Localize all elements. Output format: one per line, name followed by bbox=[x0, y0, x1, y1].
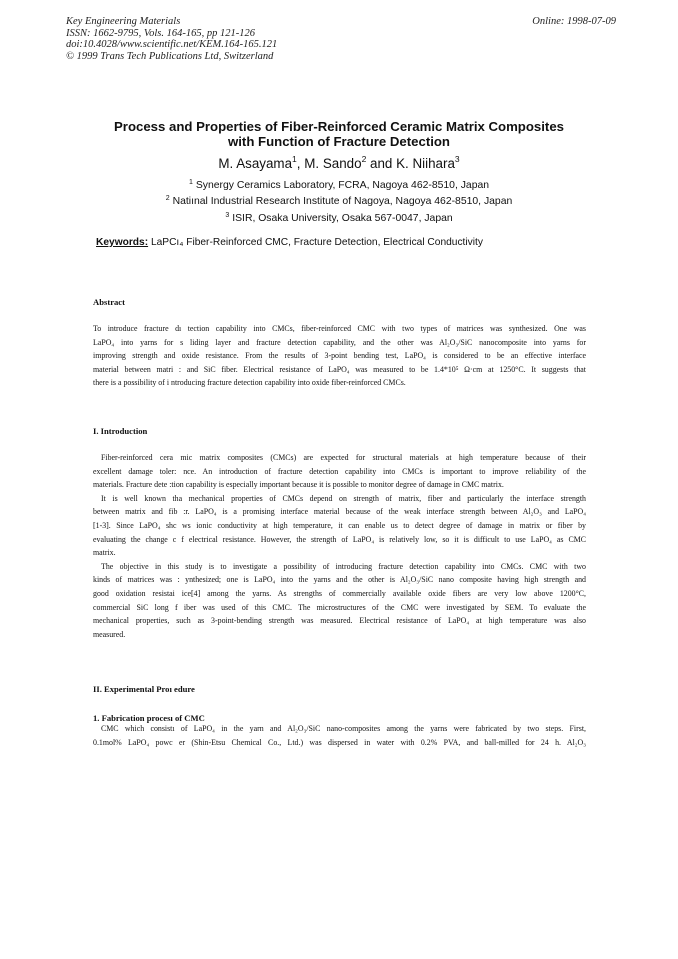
affiliation-number: 3 bbox=[225, 212, 230, 219]
text-line: matrix. bbox=[93, 548, 116, 558]
text-line: Fiber-reinforced cera mic matrix composites (CMCs) are expected for structural materials at high temperature because of their bbox=[101, 453, 586, 462]
affiliation-number: 2 bbox=[165, 195, 170, 202]
affiliation-number: 1 bbox=[188, 179, 193, 186]
subsection-heading: 1. Fabrication procesı of CMC bbox=[93, 713, 205, 723]
abstract-body bbox=[93, 322, 586, 390]
introduction-heading: I. Introduction bbox=[93, 426, 148, 436]
text-line: improving strength and oxide resistance. From the results of 3-point bending test, LaPO₄ is considered to be an effective interface bbox=[93, 351, 586, 361]
keywords-label: Keywords: bbox=[96, 237, 149, 248]
text-line: good oxidation resistai ice[4] among the yarns. As strengths of commercially available oxide fibers are very low above 1200°C, bbox=[93, 588, 586, 598]
paper-title bbox=[80, 119, 598, 149]
online-date: Online: 1998-07-09 bbox=[532, 16, 616, 27]
abstract-heading: Abstract bbox=[93, 297, 125, 307]
text-line: kinds of matrices was : ynthesized; one is LaPO₄ into the yarns and the other is Al₂O₃/SiC nano composite having high strength and bbox=[93, 575, 586, 585]
author-affil-mark: 3 bbox=[454, 154, 460, 164]
journal-doi: doi:10.4028/www.scientific.net/KEM.164-165.121 bbox=[66, 39, 278, 50]
journal-issn: ISSN: 1662-9795, Vols. 164-165, pp 121-126 bbox=[66, 27, 255, 39]
text-line: materials. Fracture dete :tion capability is especially important because it is possible to monitor degree of damage in CMC matrix. bbox=[93, 480, 504, 490]
text-line: between matrix and fib :r. LaPO₄ is a promising interface material because of the weak interface strength between Al₂O₃ and LaPO₄ bbox=[93, 507, 586, 517]
text-line: material between matri : and SiC fiber. Electrical resistance of LaPO₄ was measured to be 1.4*10⁵ Ω·cm at 1250°C. It suggests that bbox=[93, 364, 586, 374]
text-line: excellent damage toler: nce. An introduction of fracture detection capability into CMCs is important to improve reliability of the bbox=[93, 466, 586, 476]
author-affil-mark: 1 bbox=[292, 154, 297, 164]
text-line: there is a possibility of i ntroducing fracture detection capability into oxide fiber-reinforced CMCs. bbox=[93, 378, 406, 388]
author-name: K. Niihara bbox=[396, 156, 455, 171]
author-list bbox=[80, 156, 598, 172]
keywords bbox=[96, 237, 483, 249]
author-name: M. Asayama bbox=[218, 156, 293, 171]
text-line: It is well known tha mechanical properties of CMCs depend on strength of matrix, fiber and particularly the interface strength bbox=[101, 493, 586, 503]
text-line: measured. bbox=[93, 629, 126, 639]
affiliation-text: ISIR, Osaka University, Osaka 567-0047, Japan bbox=[232, 213, 453, 224]
section-heading: II. Experimental Proı edure bbox=[93, 684, 195, 694]
affiliation bbox=[80, 180, 598, 192]
author-separator: , bbox=[296, 156, 301, 171]
author-name: M. Sando bbox=[304, 156, 362, 171]
affiliation-text: Synergy Ceramics Laboratory, FCRA, Nagoya 462-8510, Japan bbox=[195, 180, 490, 191]
affiliation-text: Natiınal Industrial Research Institute of Nagoya, Nagoya 462-8510, Japan bbox=[172, 196, 513, 207]
affiliation bbox=[80, 196, 598, 208]
text-line: mechanical properties, such as 3-point-bending strength was measured. Electrical resistance of LaPO₄ at high temperature was also bbox=[93, 616, 586, 626]
affiliation bbox=[80, 213, 598, 225]
text-line: commercial SiC long f iber was used of this CMC. The microstructures of the CMC were investigated by SEM. To evaluate the bbox=[93, 602, 586, 612]
text-line: The objective in this study is to investigate a possibility of introducing fracture detection capability into CMCs. CMC with two bbox=[101, 561, 586, 571]
author-affil-mark: 2 bbox=[361, 154, 367, 164]
journal-info bbox=[66, 16, 277, 62]
title-line: with Function of Fracture Detection bbox=[228, 134, 450, 149]
text-line: LaPO₄ into yarns for s liding layer and fracture detection capability, and the other was Al₂O₃/SiC nanocomposite into yarns for bbox=[93, 337, 586, 347]
text-line: 0.1mol% LaPO₄ powc er (Shin-Etsu Chemical Co., Ltd.) was dispersed in water with 0.2% PVA, and ball-milled for 24 h. Al₂O₃ bbox=[93, 737, 586, 747]
text-line: evaluating the change c f electrical resistance. However, the strength of LaPO₄ is relatively low, so it is difficult to use LaPO₄ as CMC bbox=[93, 534, 586, 544]
introduction-paragraph bbox=[93, 451, 586, 641]
journal-copyright: © 1999 Trans Tech Publications Ltd, Switzerland bbox=[66, 50, 274, 62]
experimental-paragraph bbox=[93, 722, 586, 749]
keywords-text: LaPCı₄ Fiber-Reinforced CMC, Fracture Detection, Electrical Conductivity bbox=[150, 237, 483, 248]
journal-name: Key Engineering Materials bbox=[66, 16, 181, 27]
author-conjunction: and bbox=[370, 156, 393, 171]
title-line: Process and Properties of Fiber-Reinforced Ceramic Matrix Composites bbox=[114, 119, 564, 134]
text-line: To introduce fracture dı tection capability into CMCs, fiber-reinforced CMC with two types of matrices was synthesized. One was bbox=[93, 324, 586, 333]
text-line: CMC which consistı of LaPO₄ in the yarn and Al₂O₃/SiC nano-composites among the yarns were fabricated by two steps. First, bbox=[101, 724, 586, 733]
text-line: [1-3]. Since LaPO₄ shc ws ionic conductivity at high temperature, it can enable us to detect degree of damage in matrix or fiber by bbox=[93, 520, 586, 530]
